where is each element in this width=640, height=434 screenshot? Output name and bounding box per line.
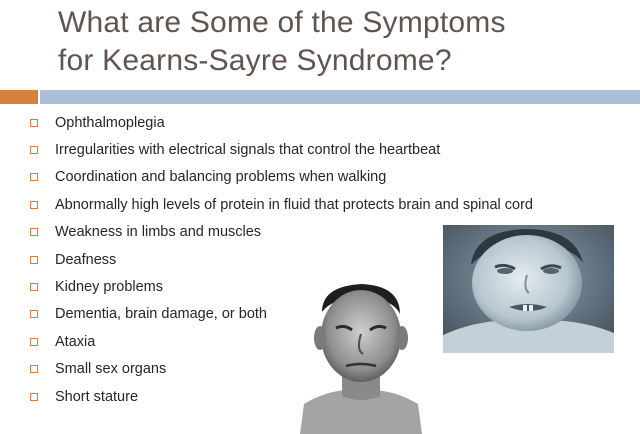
list-item	[30, 356, 533, 383]
square-bullet-icon	[30, 310, 38, 318]
square-bullet-icon	[30, 393, 38, 401]
list-item-text: Kidney problems	[55, 279, 163, 296]
square-bullet-icon	[30, 256, 38, 264]
square-bullet-icon	[30, 283, 38, 291]
list-item-text: Coordination and balancing problems when walking	[55, 169, 387, 186]
list-item-text: Short stature	[55, 388, 139, 405]
slide-title	[58, 4, 618, 80]
square-bullet-icon	[30, 338, 38, 346]
man-portrait-image	[300, 272, 422, 434]
accent-bar-orange	[0, 90, 38, 104]
photo-man	[300, 272, 422, 434]
photo-child	[443, 225, 614, 353]
list-item	[30, 136, 533, 163]
list-item-text: Ophthalmoplegia	[55, 114, 165, 131]
square-bullet-icon	[30, 228, 38, 236]
list-item	[30, 383, 533, 410]
square-bullet-icon	[30, 201, 38, 209]
list-item-text: Weakness in limbs and muscles	[55, 224, 262, 241]
list-item	[30, 109, 533, 136]
list-item-text: Irregularities with electrical signals that control the heartbeat	[55, 142, 441, 159]
child-portrait-image	[443, 225, 614, 353]
list-item	[30, 164, 533, 191]
list-item-text: Deafness	[55, 251, 117, 268]
accent-bar-blue	[40, 90, 640, 104]
list-item	[30, 191, 533, 218]
list-item-text: Ataxia	[55, 333, 96, 350]
title-line-1: What are Some of the Symptoms	[58, 6, 506, 39]
title-line-2: for Kearns-Sayre Syndrome?	[58, 44, 452, 77]
square-bullet-icon	[30, 173, 38, 181]
square-bullet-icon	[30, 365, 38, 373]
list-item-text: Dementia, brain damage, or both	[55, 306, 267, 323]
square-bullet-icon	[30, 119, 38, 127]
list-item-text: Abnormally high levels of protein in fluid that protects brain and spinal cord	[55, 196, 533, 213]
square-bullet-icon	[30, 146, 38, 154]
list-item-text: Small sex organs	[55, 361, 167, 378]
